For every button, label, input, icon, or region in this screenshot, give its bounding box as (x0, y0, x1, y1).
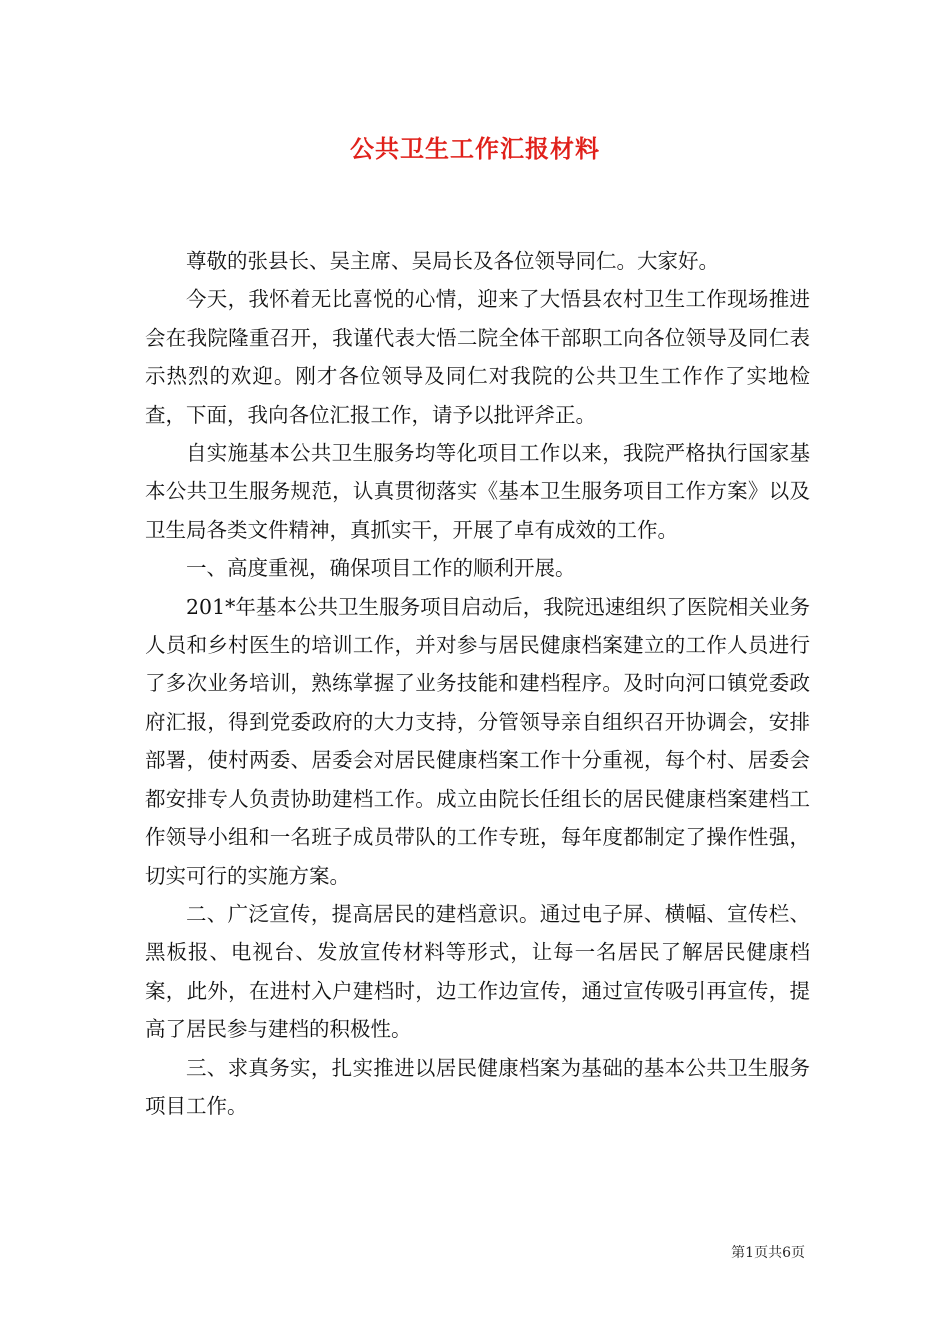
paragraph-section-1: 201*年基本公共卫生服务项目启动后，我院迅速组织了医院相关业务人员和乡村医生的培训工作，并对参与居民健康档案建立的工作人员进行了多次业务培训，熟练掌握了业务技能和建档程序。及时向河口镇党委政府汇报，得到党委政府的大力支持，分管领导亲自组织召开协调会，安排部署，使村两委、居委会对居民健康档案工作十分重视，每个村、居委会都安排专人负责协助建档工作。成立由院长任组长的居民健康档案建档工作领导小组和一名班子成员带队的工作专班，每年度都制定了操作性强，切实可行的实施方案。 (145, 594, 810, 888)
page-number-footer: 第1页共6页 (731, 1245, 805, 1261)
document-title: 公共卫生工作汇报材料 (350, 134, 600, 163)
document-body (145, 242, 810, 1125)
paragraph-opening: 今天，我怀着无比喜悦的心情，迎来了大悟县农村卫生工作现场推进会在我院隆重召开，我谨代表大悟二院全体干部职工向各位领导及同仁表示热烈的欢迎。刚才各位领导及同仁对我院的公共卫生工作作了实地检查，下面，我向各位汇报工作，请予以批评斧正。 (145, 287, 810, 427)
paragraph-section-2: 二、广泛宣传，提高居民的建档意识。通过电子屏、横幅、宣传栏、黑板报、电视台、发放宣传材料等形式，让每一名居民了解居民健康档案，此外，在进村入户建档时，边工作边宣传，通过宣传吸引再宣传，提高了居民参与建档的积极性。 (145, 901, 810, 1042)
paragraph-greeting: 尊敬的张县长、吴主席、吴局长及各位领导同仁。大家好。 (186, 249, 719, 273)
paragraph-overview: 自实施基本公共卫生服务均等化项目工作以来，我院严格执行国家基本公共卫生服务规范，认真贯彻落实《基本卫生服务项目工作方案》以及卫生局各类文件精神，真抓实干，开展了卓有成效的工作。 (145, 441, 810, 542)
paragraph-section-3: 三、求真务实，扎实推进以居民健康档案为基础的基本公共卫生服务项目工作。 (145, 1055, 810, 1118)
section-heading-1: 一、高度重视，确保项目工作的顺利开展。 (186, 556, 576, 581)
